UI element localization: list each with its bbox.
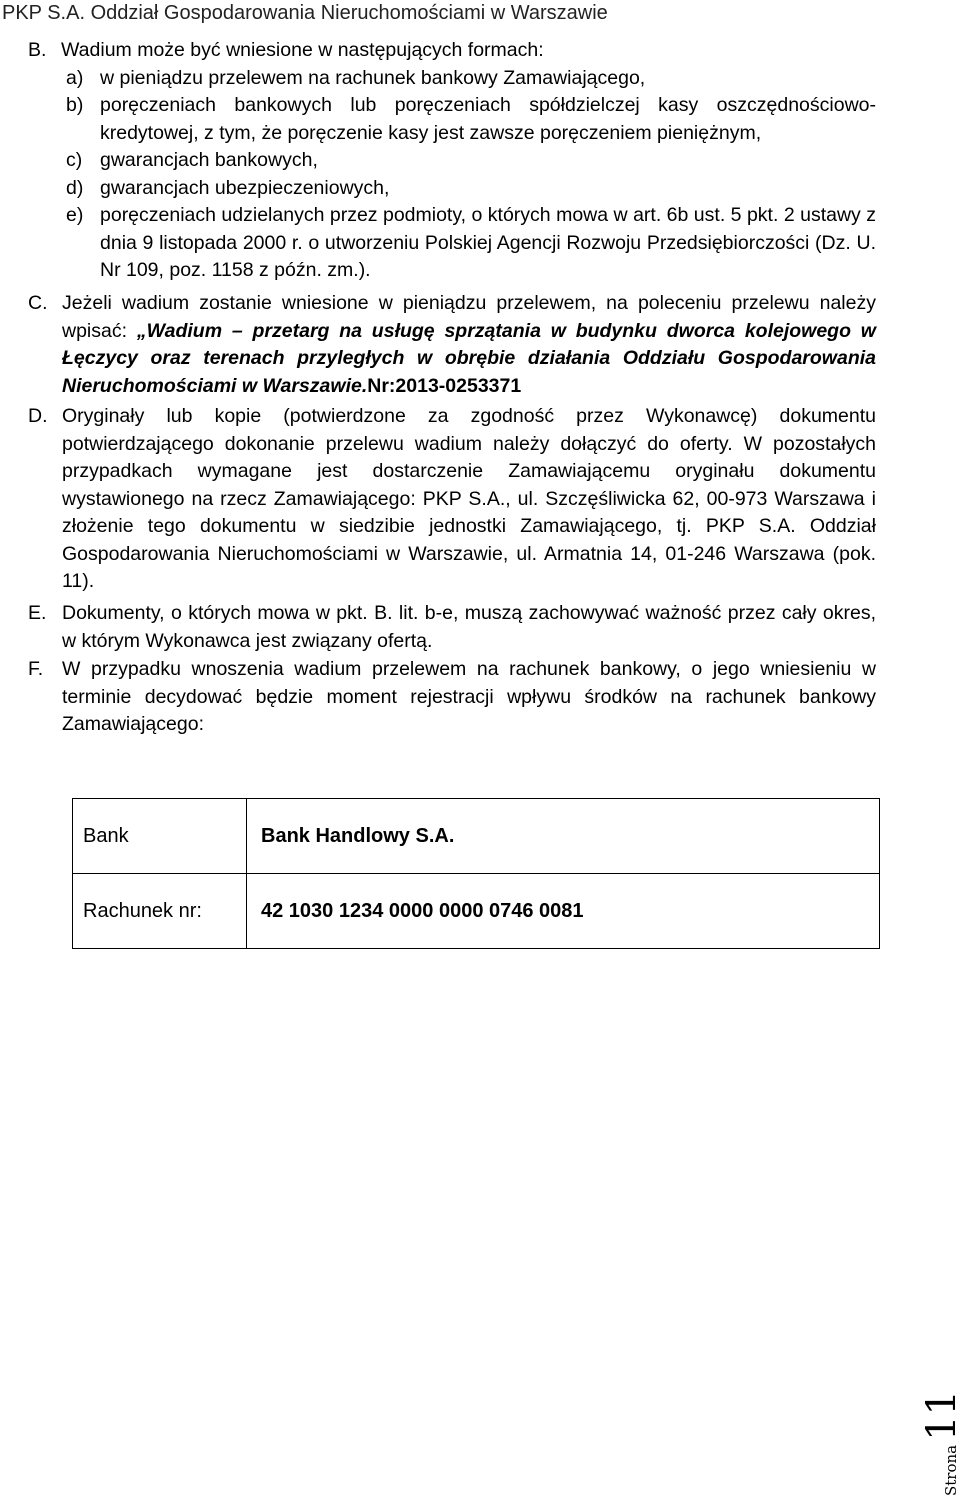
list-item-label: c): [66, 149, 83, 171]
bank-value: Bank Handlowy S.A.: [247, 799, 880, 874]
section-letter: C.: [28, 292, 48, 314]
list-item-text: w pieniądzu przelewem na rachunek bankowy Zamawiającego,: [100, 66, 646, 89]
section-letter: D.: [28, 405, 48, 427]
list-item-label: a): [66, 66, 84, 89]
list-item: [66, 175, 876, 203]
section-c: [28, 290, 876, 400]
section-letter: F.: [28, 658, 44, 680]
list-item-text: gwarancjach ubezpieczeniowych,: [100, 176, 390, 199]
list-item: [66, 147, 876, 175]
tender-number: Nr:2013-0253371: [367, 374, 522, 397]
list-item-text: poręczeniach bankowych lub poręczeniach spółdzielczej kasy oszczędnościowo-kredytowej, z tym, że poręczenie kasy jest zawsze poręczeniem pieniężnym,: [100, 94, 876, 144]
list-item: [66, 65, 876, 93]
page-number-block: [919, 1376, 965, 1496]
section-c-text: Jeżeli wadium zostanie wniesione w pieniądzu przelewem, na poleceniu przelewu należy wpisać:: [62, 292, 876, 342]
section-d-text: Oryginały lub kopie (potwierdzone za zgodność przez Wykonawcę) dokumentu potwierdzającego dokonanie przelewu wadium należy dołączyć do oferty. W pozostałych przypadkach wymagane jest dostarczenie Zamawiającemu oryginału dokumentu wystawionego na rzecz Zamawiającego: PKP S.A., ul. Szczęśliwicka 62, 00-973 Warszawa i złożenie tego dokumentu w siedzibie jednostki Zamawiającego, tj. PKP S.A. Oddział Gospodarowania Nieruchomościami w Warszawie, ul. Armatnia 14, 01-246 Warszawa (pok. 11).: [62, 405, 876, 592]
page-footer: [919, 1292, 965, 1496]
list-item-label: b): [66, 94, 84, 116]
list-item-text: poręczeniach udzielanych przez podmioty, o których mowa w art. 6b ust. 5 pkt. 2 ustawy z dnia 9 listopada 2000 r. o utworzeniu Polskiej Agencji Rozwoju Przedsiębiorczości (Dz. U. Nr 109, poz. 1158 z późn. zm.).: [100, 204, 876, 281]
section-d: [28, 403, 876, 596]
list-item-label: e): [66, 204, 84, 226]
bank-account-table: [72, 798, 880, 949]
table-row: [73, 874, 880, 949]
account-label: Rachunek nr:: [73, 874, 247, 949]
transfer-title: „Wadium – przetarg na usługę sprzątania w budynku dworca kolejowego w Łęczycy oraz terenach przyległych w obrębie działania Oddziału Gospodarowania Nieruchomościami w Warszawie.: [62, 319, 876, 397]
page-number: 11: [919, 1389, 965, 1441]
page-header: PKP S.A. Oddział Gospodarowania Nieruchomościami w Warszawie: [2, 2, 608, 24]
section-b-intro: Wadium może być wniesione w następujących formach:: [61, 39, 544, 61]
section-b-list: [66, 65, 876, 285]
list-item: [66, 202, 876, 285]
list-item: [66, 92, 876, 147]
list-item-label: d): [66, 176, 84, 199]
bank-label: Bank: [73, 799, 247, 874]
section-b: [28, 37, 876, 285]
section-letter: B.: [28, 39, 47, 61]
section-letter: E.: [28, 602, 47, 624]
list-item-text: gwarancjach bankowych,: [100, 149, 318, 171]
section-f: [28, 656, 876, 739]
account-number: 42 1030 1234 0000 0000 0746 0081: [247, 874, 880, 949]
section-e: [28, 600, 876, 655]
section-e-text: Dokumenty, o których mowa w pkt. B. lit. b-e, muszą zachowywać ważność przez cały okres, w którym Wykonawca jest związany ofertą.: [62, 602, 876, 652]
table-row: [73, 799, 880, 874]
page-label: Strona: [942, 1444, 960, 1496]
section-c-body: [62, 290, 876, 400]
section-f-text: W przypadku wnoszenia wadium przelewem na rachunek bankowy, o jego wniesieniu w terminie decydować będzie moment rejestracji wpływu środków na rachunek bankowy Zamawiającego:: [62, 658, 876, 735]
